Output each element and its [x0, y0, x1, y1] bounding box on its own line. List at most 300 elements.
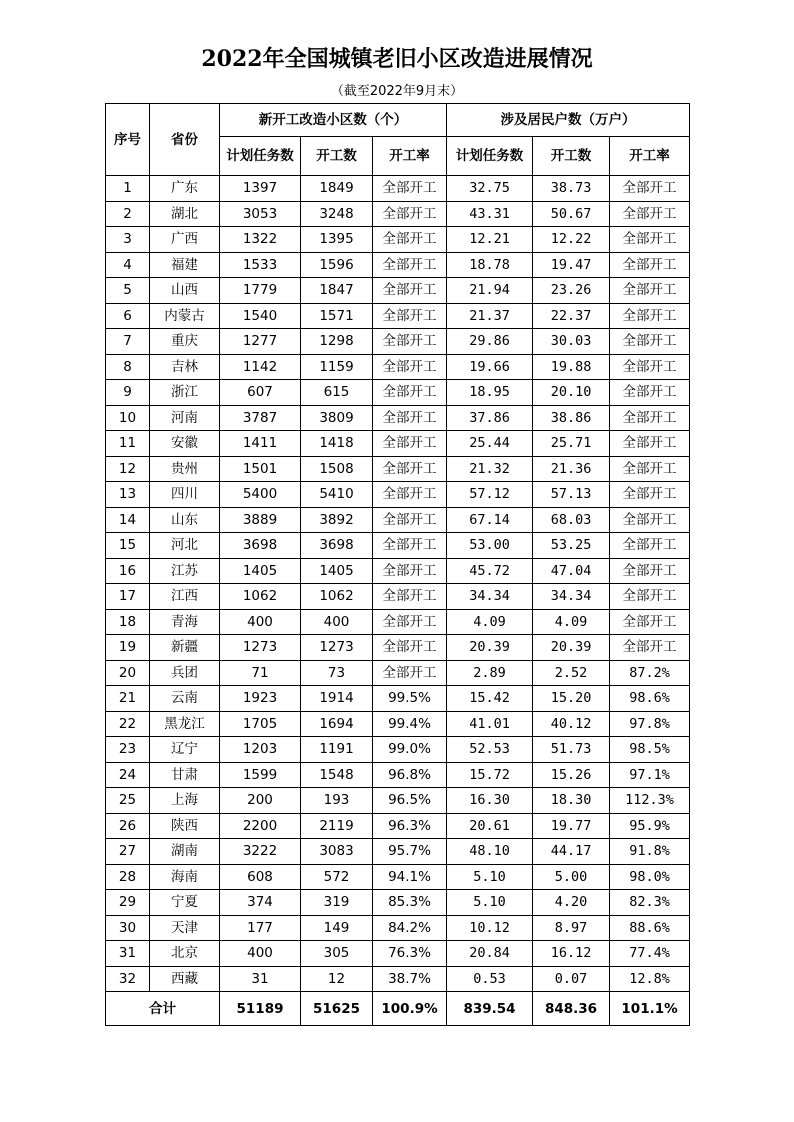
cell-seq: 30 — [106, 915, 150, 941]
cell-seq: 7 — [106, 329, 150, 355]
cell-rate-households: 全部开工 — [610, 303, 690, 329]
total-row — [106, 992, 690, 1026]
cell-seq: 24 — [106, 762, 150, 788]
cell-started-households: 19.77 — [533, 813, 610, 839]
cell-province: 北京 — [150, 941, 220, 967]
cell-rate-households: 全部开工 — [610, 482, 690, 508]
cell-started-communities: 1694 — [301, 711, 373, 737]
cell-rate-communities: 全部开工 — [373, 303, 447, 329]
cell-plan-households: 32.75 — [447, 176, 533, 202]
cell-rate-households: 全部开工 — [610, 329, 690, 355]
cell-rate-communities: 96.5% — [373, 788, 447, 814]
header-rate-households: 开工率 — [610, 137, 690, 176]
cell-rate-communities: 全部开工 — [373, 431, 447, 457]
table-row — [106, 507, 690, 533]
cell-plan-households: 5.10 — [447, 864, 533, 890]
cell-started-households: 15.20 — [533, 686, 610, 712]
cell-rate-households: 98.5% — [610, 737, 690, 763]
cell-started-communities: 1847 — [301, 278, 373, 304]
cell-started-households: 22.37 — [533, 303, 610, 329]
cell-rate-communities: 99.0% — [373, 737, 447, 763]
cell-plan-households: 20.61 — [447, 813, 533, 839]
cell-started-communities: 193 — [301, 788, 373, 814]
cell-plan-households: 41.01 — [447, 711, 533, 737]
table-row — [106, 711, 690, 737]
cell-plan-communities: 374 — [220, 890, 301, 916]
cell-rate-households: 98.0% — [610, 864, 690, 890]
cell-rate-communities: 84.2% — [373, 915, 447, 941]
total-cell: 839.54 — [447, 992, 533, 1026]
cell-plan-households: 2.89 — [447, 660, 533, 686]
cell-province: 黑龙江 — [150, 711, 220, 737]
cell-plan-households: 67.14 — [447, 507, 533, 533]
cell-rate-households: 全部开工 — [610, 558, 690, 584]
cell-started-communities: 3698 — [301, 533, 373, 559]
cell-province: 湖北 — [150, 201, 220, 227]
cell-plan-households: 52.53 — [447, 737, 533, 763]
header-started-communities: 开工数 — [301, 137, 373, 176]
cell-plan-communities: 3698 — [220, 533, 301, 559]
table-row — [106, 558, 690, 584]
cell-plan-households: 21.94 — [447, 278, 533, 304]
table-row — [106, 584, 690, 610]
table-row — [106, 609, 690, 635]
cell-seq: 4 — [106, 252, 150, 278]
cell-plan-households: 0.53 — [447, 966, 533, 992]
cell-plan-households: 29.86 — [447, 329, 533, 355]
cell-plan-communities: 1923 — [220, 686, 301, 712]
cell-started-households: 2.52 — [533, 660, 610, 686]
cell-started-communities: 73 — [301, 660, 373, 686]
cell-seq: 3 — [106, 227, 150, 253]
cell-rate-communities: 94.1% — [373, 864, 447, 890]
cell-plan-households: 20.39 — [447, 635, 533, 661]
cell-province: 新疆 — [150, 635, 220, 661]
cell-rate-households: 全部开工 — [610, 584, 690, 610]
cell-started-households: 40.12 — [533, 711, 610, 737]
cell-rate-households: 全部开工 — [610, 380, 690, 406]
cell-rate-communities: 38.7% — [373, 966, 447, 992]
table-row — [106, 227, 690, 253]
cell-province: 吉林 — [150, 354, 220, 380]
cell-started-communities: 1914 — [301, 686, 373, 712]
cell-started-households: 16.12 — [533, 941, 610, 967]
table-row — [106, 201, 690, 227]
cell-province: 安徽 — [150, 431, 220, 457]
table-row — [106, 635, 690, 661]
cell-rate-households: 97.1% — [610, 762, 690, 788]
cell-plan-communities: 3222 — [220, 839, 301, 865]
cell-plan-households: 43.31 — [447, 201, 533, 227]
table-row — [106, 686, 690, 712]
cell-plan-communities: 3053 — [220, 201, 301, 227]
cell-plan-communities: 71 — [220, 660, 301, 686]
cell-plan-communities: 1277 — [220, 329, 301, 355]
cell-seq: 22 — [106, 711, 150, 737]
cell-seq: 16 — [106, 558, 150, 584]
cell-seq: 14 — [106, 507, 150, 533]
header-plan-households: 计划任务数 — [447, 137, 533, 176]
cell-plan-communities: 1411 — [220, 431, 301, 457]
table-row — [106, 252, 690, 278]
table-row — [106, 533, 690, 559]
cell-rate-communities: 95.7% — [373, 839, 447, 865]
table-row — [106, 864, 690, 890]
cell-province: 青海 — [150, 609, 220, 635]
table-row — [106, 737, 690, 763]
cell-seq: 5 — [106, 278, 150, 304]
cell-province: 上海 — [150, 788, 220, 814]
cell-started-communities: 1298 — [301, 329, 373, 355]
cell-rate-households: 全部开工 — [610, 507, 690, 533]
total-label: 合计 — [106, 992, 220, 1026]
cell-province: 河南 — [150, 405, 220, 431]
table-row — [106, 278, 690, 304]
table-row — [106, 380, 690, 406]
cell-rate-communities: 全部开工 — [373, 405, 447, 431]
cell-province: 四川 — [150, 482, 220, 508]
cell-started-households: 38.86 — [533, 405, 610, 431]
table-row — [106, 660, 690, 686]
cell-rate-households: 98.6% — [610, 686, 690, 712]
cell-plan-households: 16.30 — [447, 788, 533, 814]
cell-started-communities: 5410 — [301, 482, 373, 508]
cell-rate-households: 95.9% — [610, 813, 690, 839]
cell-seq: 26 — [106, 813, 150, 839]
cell-rate-communities: 全部开工 — [373, 354, 447, 380]
cell-rate-households: 91.8% — [610, 839, 690, 865]
cell-seq: 21 — [106, 686, 150, 712]
cell-plan-communities: 1705 — [220, 711, 301, 737]
table-row — [106, 176, 690, 202]
table-row — [106, 329, 690, 355]
total-cell: 100.9% — [373, 992, 447, 1026]
cell-plan-communities: 1273 — [220, 635, 301, 661]
cell-plan-communities: 608 — [220, 864, 301, 890]
cell-rate-communities: 全部开工 — [373, 609, 447, 635]
cell-plan-communities: 2200 — [220, 813, 301, 839]
cell-rate-households: 12.8% — [610, 966, 690, 992]
cell-seq: 6 — [106, 303, 150, 329]
cell-rate-communities: 全部开工 — [373, 482, 447, 508]
cell-seq: 11 — [106, 431, 150, 457]
cell-rate-communities: 全部开工 — [373, 329, 447, 355]
cell-started-communities: 2119 — [301, 813, 373, 839]
cell-seq: 28 — [106, 864, 150, 890]
cell-province: 江苏 — [150, 558, 220, 584]
cell-rate-households: 全部开工 — [610, 405, 690, 431]
cell-started-households: 4.09 — [533, 609, 610, 635]
cell-plan-households: 48.10 — [447, 839, 533, 865]
cell-plan-households: 34.34 — [447, 584, 533, 610]
cell-started-households: 18.30 — [533, 788, 610, 814]
cell-plan-communities: 200 — [220, 788, 301, 814]
cell-started-communities: 1596 — [301, 252, 373, 278]
cell-seq: 10 — [106, 405, 150, 431]
cell-province: 河北 — [150, 533, 220, 559]
cell-plan-households: 18.95 — [447, 380, 533, 406]
cell-plan-households: 21.37 — [447, 303, 533, 329]
cell-seq: 2 — [106, 201, 150, 227]
cell-plan-communities: 3787 — [220, 405, 301, 431]
cell-plan-households: 4.09 — [447, 609, 533, 635]
cell-started-communities: 1062 — [301, 584, 373, 610]
cell-plan-communities: 400 — [220, 941, 301, 967]
cell-seq: 1 — [106, 176, 150, 202]
table-row — [106, 813, 690, 839]
cell-started-households: 20.39 — [533, 635, 610, 661]
cell-rate-households: 全部开工 — [610, 609, 690, 635]
cell-rate-communities: 全部开工 — [373, 584, 447, 610]
cell-plan-households: 45.72 — [447, 558, 533, 584]
cell-province: 湖南 — [150, 839, 220, 865]
cell-started-households: 4.20 — [533, 890, 610, 916]
cell-province: 云南 — [150, 686, 220, 712]
cell-province: 甘肃 — [150, 762, 220, 788]
cell-started-households: 0.07 — [533, 966, 610, 992]
cell-plan-households: 5.10 — [447, 890, 533, 916]
table-row — [106, 788, 690, 814]
total-cell: 848.36 — [533, 992, 610, 1026]
cell-started-communities: 1191 — [301, 737, 373, 763]
cell-rate-households: 112.3% — [610, 788, 690, 814]
cell-started-communities: 1849 — [301, 176, 373, 202]
cell-started-communities: 1395 — [301, 227, 373, 253]
cell-started-communities: 1159 — [301, 354, 373, 380]
cell-rate-households: 全部开工 — [610, 176, 690, 202]
cell-rate-households: 全部开工 — [610, 227, 690, 253]
cell-started-households: 5.00 — [533, 864, 610, 890]
cell-started-communities: 1508 — [301, 456, 373, 482]
cell-seq: 32 — [106, 966, 150, 992]
cell-seq: 8 — [106, 354, 150, 380]
cell-rate-households: 88.6% — [610, 915, 690, 941]
table-row — [106, 354, 690, 380]
cell-province: 江西 — [150, 584, 220, 610]
table-row — [106, 762, 690, 788]
table-body — [106, 176, 690, 992]
cell-started-households: 12.22 — [533, 227, 610, 253]
cell-plan-households: 57.12 — [447, 482, 533, 508]
cell-province: 天津 — [150, 915, 220, 941]
cell-plan-households: 20.84 — [447, 941, 533, 967]
cell-plan-households: 25.44 — [447, 431, 533, 457]
cell-province: 福建 — [150, 252, 220, 278]
cell-started-households: 47.04 — [533, 558, 610, 584]
total-cell: 101.1% — [610, 992, 690, 1026]
cell-started-households: 19.88 — [533, 354, 610, 380]
cell-started-households: 8.97 — [533, 915, 610, 941]
cell-plan-communities: 31 — [220, 966, 301, 992]
cell-started-communities: 615 — [301, 380, 373, 406]
cell-rate-communities: 全部开工 — [373, 176, 447, 202]
cell-seq: 25 — [106, 788, 150, 814]
cell-plan-communities: 607 — [220, 380, 301, 406]
header-rate-communities: 开工率 — [373, 137, 447, 176]
cell-province: 山东 — [150, 507, 220, 533]
cell-plan-communities: 1397 — [220, 176, 301, 202]
cell-rate-households: 全部开工 — [610, 635, 690, 661]
cell-seq: 9 — [106, 380, 150, 406]
cell-rate-households: 全部开工 — [610, 431, 690, 457]
cell-seq: 12 — [106, 456, 150, 482]
cell-plan-households: 53.00 — [447, 533, 533, 559]
cell-started-households: 50.67 — [533, 201, 610, 227]
cell-rate-communities: 96.8% — [373, 762, 447, 788]
cell-started-communities: 3892 — [301, 507, 373, 533]
cell-seq: 27 — [106, 839, 150, 865]
cell-rate-households: 77.4% — [610, 941, 690, 967]
cell-started-households: 15.26 — [533, 762, 610, 788]
cell-started-households: 38.73 — [533, 176, 610, 202]
cell-rate-households: 97.8% — [610, 711, 690, 737]
table-row — [106, 890, 690, 916]
cell-plan-communities: 1142 — [220, 354, 301, 380]
cell-started-communities: 12 — [301, 966, 373, 992]
total-cell: 51189 — [220, 992, 301, 1026]
table-row — [106, 456, 690, 482]
table-row — [106, 482, 690, 508]
cell-seq: 15 — [106, 533, 150, 559]
cell-province: 宁夏 — [150, 890, 220, 916]
cell-plan-households: 18.78 — [447, 252, 533, 278]
cell-started-households: 51.73 — [533, 737, 610, 763]
cell-plan-communities: 3889 — [220, 507, 301, 533]
page-title: 2022年全国城镇老旧小区改造进展情况 — [201, 46, 593, 72]
cell-rate-households: 全部开工 — [610, 354, 690, 380]
cell-rate-communities: 96.3% — [373, 813, 447, 839]
cell-started-communities: 3083 — [301, 839, 373, 865]
cell-province: 重庆 — [150, 329, 220, 355]
cell-rate-households: 全部开工 — [610, 201, 690, 227]
cell-started-communities: 3248 — [301, 201, 373, 227]
cell-rate-communities: 全部开工 — [373, 507, 447, 533]
cell-province: 内蒙古 — [150, 303, 220, 329]
table-row — [106, 405, 690, 431]
cell-rate-communities: 全部开工 — [373, 252, 447, 278]
cell-started-households: 21.36 — [533, 456, 610, 482]
cell-rate-households: 全部开工 — [610, 278, 690, 304]
cell-province: 山西 — [150, 278, 220, 304]
cell-plan-households: 37.86 — [447, 405, 533, 431]
cell-plan-households: 15.72 — [447, 762, 533, 788]
cell-plan-communities: 1203 — [220, 737, 301, 763]
header-started-households: 开工数 — [533, 137, 610, 176]
cell-started-communities: 149 — [301, 915, 373, 941]
cell-started-communities: 1548 — [301, 762, 373, 788]
cell-rate-communities: 全部开工 — [373, 660, 447, 686]
cell-started-households: 23.26 — [533, 278, 610, 304]
table-row — [106, 303, 690, 329]
cell-rate-communities: 99.4% — [373, 711, 447, 737]
cell-rate-households: 82.3% — [610, 890, 690, 916]
cell-started-households: 68.03 — [533, 507, 610, 533]
cell-plan-communities: 1062 — [220, 584, 301, 610]
cell-started-households: 19.47 — [533, 252, 610, 278]
cell-province: 海南 — [150, 864, 220, 890]
cell-started-households: 44.17 — [533, 839, 610, 865]
cell-started-communities: 400 — [301, 609, 373, 635]
table-row — [106, 839, 690, 865]
cell-started-households: 20.10 — [533, 380, 610, 406]
cell-started-communities: 305 — [301, 941, 373, 967]
cell-started-communities: 1418 — [301, 431, 373, 457]
cell-rate-households: 87.2% — [610, 660, 690, 686]
header-province: 省份 — [150, 104, 220, 176]
table-row — [106, 431, 690, 457]
cell-started-communities: 1571 — [301, 303, 373, 329]
cell-rate-communities: 76.3% — [373, 941, 447, 967]
cell-seq: 13 — [106, 482, 150, 508]
cell-plan-communities: 5400 — [220, 482, 301, 508]
cell-plan-communities: 177 — [220, 915, 301, 941]
cell-plan-communities: 1599 — [220, 762, 301, 788]
cell-province: 贵州 — [150, 456, 220, 482]
cell-plan-households: 12.21 — [447, 227, 533, 253]
cell-started-households: 25.71 — [533, 431, 610, 457]
cell-province: 兵团 — [150, 660, 220, 686]
cell-seq: 20 — [106, 660, 150, 686]
cell-started-households: 53.25 — [533, 533, 610, 559]
cell-plan-communities: 1322 — [220, 227, 301, 253]
cell-started-communities: 572 — [301, 864, 373, 890]
cell-started-communities: 1405 — [301, 558, 373, 584]
cell-rate-communities: 99.5% — [373, 686, 447, 712]
cell-plan-communities: 1405 — [220, 558, 301, 584]
cell-plan-communities: 400 — [220, 609, 301, 635]
cell-province: 西藏 — [150, 966, 220, 992]
header-plan-communities: 计划任务数 — [220, 137, 301, 176]
cell-plan-households: 21.32 — [447, 456, 533, 482]
cell-province: 广西 — [150, 227, 220, 253]
page-subtitle: （截至2022年9月末） — [330, 84, 464, 99]
cell-province: 浙江 — [150, 380, 220, 406]
cell-rate-communities: 全部开工 — [373, 635, 447, 661]
table-row — [106, 915, 690, 941]
cell-plan-communities: 1533 — [220, 252, 301, 278]
header-group-communities: 新开工改造小区数（个） — [220, 104, 447, 137]
cell-plan-communities: 1501 — [220, 456, 301, 482]
cell-rate-households: 全部开工 — [610, 252, 690, 278]
cell-seq: 18 — [106, 609, 150, 635]
cell-rate-communities: 全部开工 — [373, 278, 447, 304]
header-seq: 序号 — [106, 104, 150, 176]
cell-seq: 17 — [106, 584, 150, 610]
cell-started-communities: 1273 — [301, 635, 373, 661]
cell-rate-communities: 全部开工 — [373, 456, 447, 482]
cell-plan-communities: 1779 — [220, 278, 301, 304]
cell-rate-communities: 全部开工 — [373, 380, 447, 406]
cell-started-communities: 319 — [301, 890, 373, 916]
cell-started-households: 57.13 — [533, 482, 610, 508]
cell-plan-households: 19.66 — [447, 354, 533, 380]
cell-rate-communities: 85.3% — [373, 890, 447, 916]
cell-rate-communities: 全部开工 — [373, 533, 447, 559]
cell-plan-households: 15.42 — [447, 686, 533, 712]
cell-seq: 19 — [106, 635, 150, 661]
cell-rate-households: 全部开工 — [610, 533, 690, 559]
cell-province: 陕西 — [150, 813, 220, 839]
cell-rate-communities: 全部开工 — [373, 227, 447, 253]
total-cell: 51625 — [301, 992, 373, 1026]
cell-rate-communities: 全部开工 — [373, 201, 447, 227]
cell-started-households: 30.03 — [533, 329, 610, 355]
header-group-households: 涉及居民户数（万户） — [447, 104, 690, 137]
cell-province: 辽宁 — [150, 737, 220, 763]
table-row — [106, 966, 690, 992]
progress-table — [105, 103, 690, 1026]
cell-started-communities: 3809 — [301, 405, 373, 431]
